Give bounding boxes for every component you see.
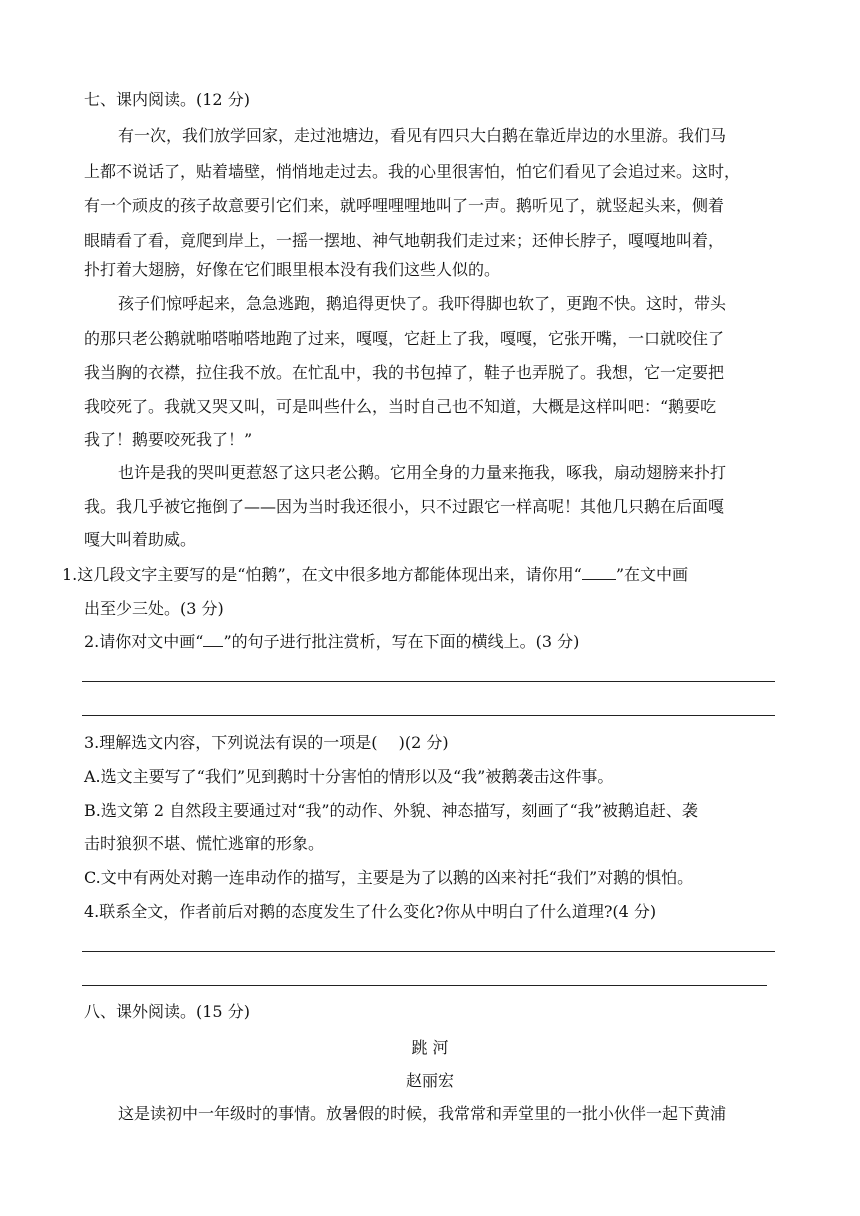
question-3-option-c[interactable]: C.文中有两处对鹅一连串动作的描写，主要是为了以鹅的凶来衬托“我们”对鹅的惧怕。 [84, 868, 694, 887]
question-3-option-b[interactable]: B.选文第 2 自然段主要通过对“我”的动作、外貌、神态描写，刻画了“我”被鹅追赶、袭 [84, 801, 698, 820]
passage-line: 有一次，我们放学回家，走过池塘边，看见有四只大白鹅在靠近岸边的水里游。我们马 [118, 126, 727, 145]
section8-heading: 八、课外阅读。(15 分) [84, 1002, 250, 1021]
answer-line[interactable] [82, 681, 775, 682]
answer-line[interactable] [82, 985, 767, 986]
article-first-line: 这是读初中一年级时的事情。放暑假的时候，我常常和弄堂里的一批小伙伴一起下黄浦 [118, 1104, 727, 1123]
question-2-text-start: 2.请你对文中画“ [84, 632, 204, 651]
passage-line: 有一个顽皮的孩子故意要引它们来，就呼哩哩哩地叫了一声。鹅听见了，就竖起头来，侧着 [84, 196, 725, 215]
wavy-underline-sample [582, 565, 616, 580]
question-3-option-a[interactable]: A.选文主要写了“我们”见到鹅时十分害怕的情形以及“我”被鹅袭击这件事。 [84, 767, 614, 786]
passage-line: 扑打着大翅膀，好像在它们眼里根本没有我们这些人似的。 [84, 260, 501, 279]
passage-line: 孩子们惊呼起来，急急逃跑，鹅追得更快了。我吓得脚也软了，更跑不快。这时，带头 [118, 294, 727, 313]
passage-line: 我。我几乎被它拖倒了——因为当时我还很小，只不过跟它一样高呢！其他几只鹅在后面嘎 [84, 497, 725, 516]
answer-line[interactable] [82, 715, 775, 716]
passage-line: 也许是我的哭叫更惹怒了这只老公鹅。它用全身的力量来拖我，啄我，扇动翅膀来扑打 [118, 463, 727, 482]
passage-line: 嘎大叫着助威。 [84, 530, 197, 549]
question-3-option-b-continued: 击时狼狈不堪、慌忙逃窜的形象。 [84, 834, 325, 853]
passage-line: 上都不说话了，贴着墙壁，悄悄地走过去。我的心里很害怕，怕它们看见了会追过来。这时， [84, 162, 741, 181]
question-2 [84, 632, 579, 652]
underline-sample [203, 632, 223, 647]
section7-heading: 七、课内阅读。(12 分) [84, 90, 250, 109]
question-1 [62, 565, 688, 585]
question-1-text-start: 1.这几段文字主要写的是“怕鹅”，在文中很多地方都能体现出来，请你用“ [62, 565, 582, 584]
passage-line: 的那只老公鹅就啪嗒啪嗒地跑了过来，嘎嘎，它赶上了我，嘎嘎，它张开嘴，一口就咬住了 [84, 329, 725, 348]
question-1-continued: 出至少三处。(3 分) [84, 599, 224, 618]
article-title: 跳 河 [411, 1038, 449, 1057]
question-4: 4.联系全文，作者前后对鹅的态度发生了什么变化?你从中明白了什么道理?(4 分) [84, 902, 657, 921]
article-author: 赵丽宏 [405, 1071, 454, 1090]
passage-line: 我了！鹅要咬死我了！” [84, 430, 253, 449]
question-2-text-end: ”的句子进行批注赏析，写在下面的横线上。(3 分) [223, 632, 580, 651]
passage-line: 我当胸的衣襟，拉住我不放。在忙乱中，我的书包掉了，鞋子也弄脱了。我想，它一定要把 [84, 363, 725, 382]
passage-line: 我咬死了。我就又哭又叫，可是叫些什么，当时自己也不知道，大概是这样叫吧：“鹅要吃 [84, 397, 717, 416]
passage-line: 眼睛看了看，竟爬到岸上，一摇一摆地、神气地朝我们走过来；还伸长脖子，嘎嘎地叫着， [84, 231, 725, 250]
answer-line[interactable] [82, 951, 775, 952]
question-1-text-end: ”在文中画 [615, 565, 688, 584]
question-3: 3.理解选文内容，下列说法有误的一项是( )(2 分) [84, 733, 449, 752]
